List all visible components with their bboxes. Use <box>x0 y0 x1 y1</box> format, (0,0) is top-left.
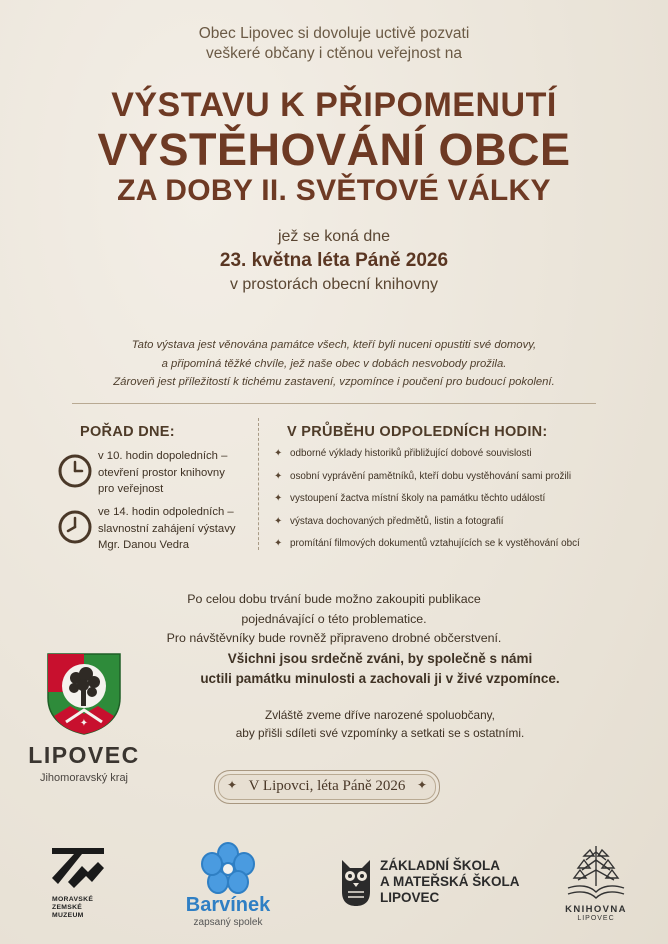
afternoon-title: V PRŮBĚHU ODPOLEDNÍCH HODIN: <box>287 424 548 440</box>
signature-stamp <box>214 770 440 804</box>
program-line: otevření prostor knihovny <box>98 466 225 479</box>
list-item: ✦ promítání filmových dokumentů vztahujících se k vystěhování obcí <box>274 538 580 549</box>
description <box>0 336 668 392</box>
publication-line: Pro návštěvníky bude rovněž připraveno drobné občerstvení. <box>166 631 502 645</box>
barvinek-subtitle: zapsaný spolek <box>193 917 263 928</box>
municipality-name: LIPOVEC <box>28 742 140 768</box>
logo-moravian-museum <box>38 842 118 922</box>
title-line-1: VÝSTAVU K PŘIPOMENUTÍ <box>111 86 557 124</box>
program-line: slavnostní zahájení výstavy <box>98 522 236 535</box>
publication-line: Po celou dobu trvání bude možno zakoupiti publikace <box>187 592 481 606</box>
list-item: ✦ odborné výklady historiků přibližující dobové souvislosti <box>274 448 532 459</box>
list-item: ✦ vystoupení žactva místní školy na památku těchto událostí <box>274 493 546 504</box>
intro-line: Obec Lipovec si dovoluje uctivě pozvati <box>198 25 470 42</box>
museum-name-line: ZEMSKÉ <box>52 904 83 911</box>
signature-text: V Lipovci, léta Páně 2026 <box>248 778 406 794</box>
owl-icon <box>338 856 374 908</box>
program-line: pro veřejnost <box>98 483 164 495</box>
museum-name-line: MORAVSKÉ <box>52 896 94 903</box>
list-item: ✦ osobní vyprávění pamětníků, kteří dobu vystěhování sami prožili <box>274 470 572 482</box>
program-line: v 10. hodin dopoledních – <box>98 450 228 462</box>
barvinek-name: Barvínek <box>185 894 271 916</box>
sparkle-icon: ✦ <box>274 493 283 504</box>
event-info <box>0 226 668 296</box>
clock-icon <box>58 510 92 544</box>
description-line: Tato výstava jest věnována památce všech, kteří byli nuceni opustiti své domovy, <box>131 339 537 351</box>
event-place: v prostorách obecní knihovny <box>229 276 439 293</box>
program-item <box>58 448 258 508</box>
list-item: ✦ výstava dochovaných předmětů, listin a fotografií <box>274 515 504 527</box>
school-name-line: LIPOVEC <box>380 890 440 905</box>
sparkle-icon: ✦ <box>274 515 283 527</box>
publication-line: pojednávající o této problematice. <box>241 611 427 626</box>
program-line: Mgr. Danou Vedra <box>98 539 190 551</box>
program-line: ve 14. hodin odpoledních – <box>98 506 234 518</box>
sparkle-icon: ✦ <box>274 538 283 549</box>
elders-line: aby přišli sdíleti své vzpomínky a setkati se s ostatními. <box>235 726 525 740</box>
logo-school <box>338 856 528 916</box>
invitation-line: uctili památku minulosti a zachovali ji v živé vzpomínce. <box>200 670 560 686</box>
description-line: a připomíná těžké chvíle, jež naše obec v dobách nesvobody prožila. <box>161 357 507 370</box>
school-name-line: ZÁKLADNÍ ŠKOLA <box>380 858 500 873</box>
museum-logo-icon <box>38 842 118 896</box>
invitation <box>90 649 668 688</box>
flower-icon <box>178 842 278 894</box>
svg-text:✦: ✦ <box>79 718 89 729</box>
library-name: KNIHOVNA <box>565 904 627 915</box>
municipality-region: Jihomoravský kraj <box>39 772 129 784</box>
logo-barvinek <box>178 842 278 932</box>
afternoon-list <box>274 448 604 561</box>
description-line: Zároveň jest příležitostí k tichému zastavení, vzpomínce i poučení pro budoucí pokolení. <box>113 376 555 388</box>
program-item <box>58 504 258 564</box>
event-date: 23. května léta Páně 2026 <box>219 250 449 271</box>
museum-name-line: MUZEUM <box>52 912 84 919</box>
library-subtitle: LIPOVEC <box>577 915 615 922</box>
horizontal-divider <box>72 403 596 404</box>
intro-line: veškeré občany i ctěnou veřejnost na <box>206 45 462 62</box>
elders-invitation <box>90 706 668 742</box>
intro-text <box>0 24 668 64</box>
ornament-icon: ✦ <box>416 778 427 792</box>
municipal-crest <box>46 652 122 736</box>
clock-icon <box>58 454 92 488</box>
elders-line: Zvláště zveme dříve narozené spoluobčany, <box>265 708 495 722</box>
sparkle-icon: ✦ <box>274 448 283 459</box>
vertical-divider <box>258 418 259 550</box>
title-line-3: ZA DOBY II. SVĚTOVÉ VÁLKY <box>117 174 551 207</box>
event-pre: jež se koná dne <box>277 228 391 245</box>
title-line-2: VYSTĚHOVÁNÍ OBCE <box>97 124 571 175</box>
ornament-icon: ✦ <box>227 778 238 792</box>
school-name-line: A MATEŘSKÁ ŠKOLA <box>380 874 520 889</box>
publication-info <box>0 590 668 649</box>
program-title: POŘAD DNE: <box>80 424 175 440</box>
sparkle-icon: ✦ <box>274 470 283 482</box>
logo-library <box>556 842 636 926</box>
tree-book-icon <box>556 842 636 902</box>
invitation-line: Všichni jsou srdečně zváni, by společně s námi <box>227 651 533 666</box>
